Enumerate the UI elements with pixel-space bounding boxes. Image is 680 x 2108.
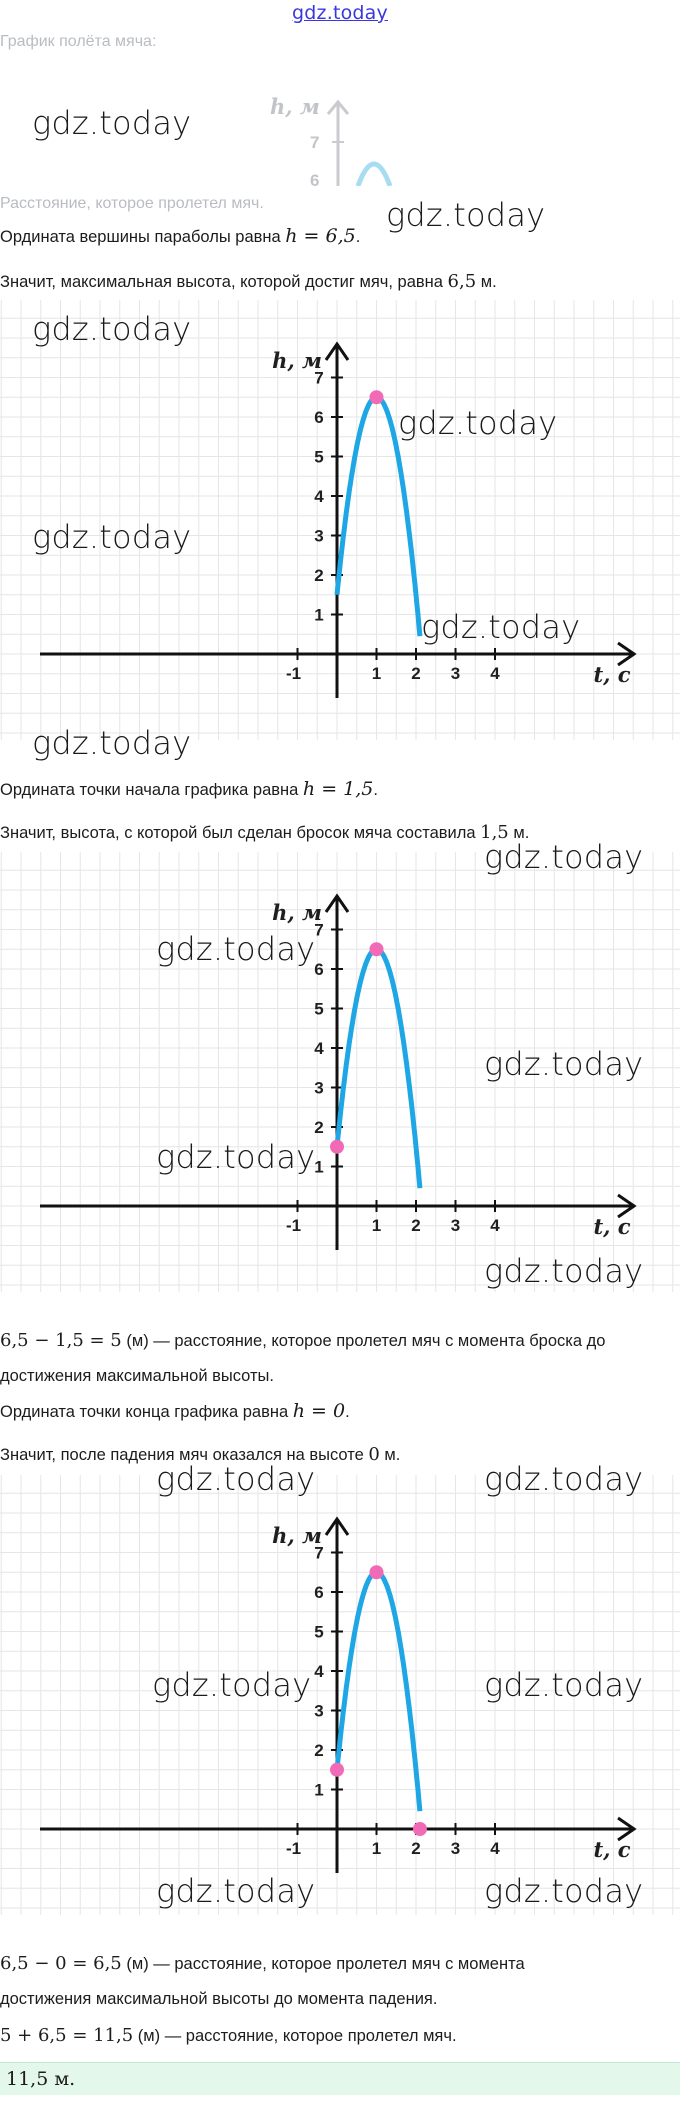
x-axis-label: t, с bbox=[593, 1837, 631, 1862]
preview-tick-label: 6 bbox=[310, 171, 320, 186]
y-tick-label: 2 bbox=[314, 1118, 324, 1137]
prev-caption: График полёта мяча: bbox=[0, 33, 157, 50]
watermark: gdz.today bbox=[32, 724, 192, 762]
watermark: gdz.today bbox=[156, 1872, 316, 1910]
watermark: gdz.today bbox=[32, 518, 192, 556]
x-tick-label: 2 bbox=[411, 664, 421, 683]
preview-tick-label: 7 bbox=[310, 133, 320, 152]
x-axis-label: t, с bbox=[593, 1214, 631, 1239]
y-tick-label: 5 bbox=[314, 999, 324, 1019]
x-tick-label: 4 bbox=[490, 1839, 500, 1858]
y-tick-label: 4 bbox=[314, 1662, 324, 1681]
x-tick-label: -1 bbox=[285, 1216, 302, 1235]
x-tick-label: 3 bbox=[450, 1839, 461, 1858]
watermark: gdz.today bbox=[484, 1460, 644, 1498]
watermark: gdz.today bbox=[484, 1045, 644, 1083]
x-tick-label: 2 bbox=[411, 1216, 421, 1235]
answer-box: 11,5 м. bbox=[0, 2062, 680, 2095]
chart-1 bbox=[0, 300, 680, 740]
watermark: gdz.today bbox=[156, 1138, 316, 1176]
y-tick-label: 5 bbox=[314, 1622, 324, 1642]
x-tick-label: -1 bbox=[285, 1839, 302, 1858]
y-axis-label: h, м bbox=[272, 900, 322, 925]
grid bbox=[0, 852, 680, 1292]
watermark: gdz.today bbox=[484, 838, 644, 876]
y-tick-label: 7 bbox=[314, 1543, 324, 1563]
up-distance-line-2: достижения максимальной высоты. bbox=[0, 1367, 274, 1385]
y-tick-label: 1 bbox=[314, 1157, 324, 1177]
down-distance-line-2: достижения максимальной высоты до момента падения. bbox=[0, 1990, 438, 2008]
highlight-point bbox=[330, 1140, 344, 1154]
landing-line: Значит, после падения мяч оказался на высоте 0 м. bbox=[0, 1444, 401, 1465]
site-link[interactable]: gdz.today bbox=[292, 2, 388, 24]
x-tick-label: 3 bbox=[450, 664, 461, 683]
y-tick-label: 6 bbox=[314, 960, 324, 979]
x-tick-label: 4 bbox=[490, 1216, 500, 1235]
watermark: gdz.today bbox=[156, 1460, 316, 1498]
watermark: gdz.today bbox=[484, 1872, 644, 1910]
x-tick-label: 3 bbox=[450, 1216, 461, 1235]
watermark: gdz.today bbox=[32, 104, 192, 142]
prev-distance: Расстояние, которое пролетел мяч. bbox=[0, 195, 264, 212]
y-tick-label: 3 bbox=[314, 1701, 324, 1721]
max-height-line: Значит, максимальная высота, которой достиг мяч, равна 6,5 м. bbox=[0, 271, 497, 292]
watermark: gdz.today bbox=[156, 930, 316, 968]
watermark: gdz.today bbox=[484, 1252, 644, 1290]
x-tick-label: 2 bbox=[411, 1839, 421, 1858]
chart-2 bbox=[0, 852, 680, 1292]
ball-trajectory bbox=[337, 397, 420, 636]
chart-3 bbox=[0, 1475, 680, 1915]
chart-content bbox=[0, 1475, 680, 1915]
preview-curve bbox=[358, 164, 390, 186]
highlight-point bbox=[370, 390, 384, 404]
grid bbox=[0, 300, 680, 740]
y-tick-label: 6 bbox=[314, 1583, 324, 1602]
x-tick-label: 1 bbox=[371, 1839, 382, 1858]
watermark: gdz.today bbox=[152, 1666, 312, 1704]
total-distance-line: 5 + 6,5 = 11,5 (м) — расстояние, которое пролетел мяч. bbox=[0, 2025, 457, 2046]
y-tick-label: 2 bbox=[314, 566, 324, 585]
y-tick-label: 4 bbox=[314, 1039, 324, 1058]
x-axis-label: t, с bbox=[593, 662, 631, 687]
ball-trajectory bbox=[337, 949, 420, 1188]
throw-height-line: Значит, высота, с которой был сделан бросок мяча составила 1,5 м. bbox=[0, 822, 530, 843]
ball-trajectory bbox=[337, 1572, 420, 1811]
x-tick-label: 1 bbox=[371, 664, 382, 683]
y-tick-label: 7 bbox=[314, 368, 324, 388]
highlight-point bbox=[370, 1565, 384, 1579]
y-tick-label: 3 bbox=[314, 1078, 324, 1098]
y-tick-label: 5 bbox=[314, 447, 324, 467]
end-line: Ордината точки конца графика равна h = 0. bbox=[0, 1400, 350, 1422]
vertex-line: Ордината вершины параболы равна h = 6,5. bbox=[0, 225, 361, 247]
start-line: Ордината точки начала графика равна h = 1,5. bbox=[0, 778, 378, 800]
watermark: gdz.today bbox=[32, 310, 192, 348]
watermark: gdz.today bbox=[398, 404, 558, 442]
grid bbox=[0, 1475, 680, 1915]
watermark: gdz.today bbox=[421, 608, 581, 646]
chart-content bbox=[0, 852, 680, 1292]
y-tick-label: 4 bbox=[314, 487, 324, 506]
preview-chart bbox=[260, 82, 420, 186]
chart-content bbox=[0, 300, 680, 740]
y-tick-label: 7 bbox=[314, 920, 324, 940]
y-tick-label: 1 bbox=[314, 1780, 324, 1800]
y-tick-label: 2 bbox=[314, 1741, 324, 1760]
down-distance-line: 6,5 − 0 = 6,5 (м) — расстояние, которое пролетел мяч с момента bbox=[0, 1953, 525, 1974]
y-tick-label: 1 bbox=[314, 605, 324, 625]
y-tick-label: 3 bbox=[314, 526, 324, 546]
watermark: gdz.today bbox=[484, 1666, 644, 1704]
x-tick-label: -1 bbox=[285, 664, 302, 683]
highlight-point bbox=[370, 942, 384, 956]
y-axis-label: h, м bbox=[272, 348, 322, 373]
highlight-point bbox=[413, 1822, 427, 1836]
watermark: gdz.today bbox=[386, 196, 546, 234]
x-tick-label: 4 bbox=[490, 664, 500, 683]
y-tick-label: 6 bbox=[314, 408, 324, 427]
x-tick-label: 1 bbox=[371, 1216, 382, 1235]
preview-axis-label: h, м bbox=[270, 94, 320, 119]
up-distance-line: 6,5 − 1,5 = 5 (м) — расстояние, которое пролетел мяч с момента броска до bbox=[0, 1330, 606, 1351]
y-axis-label: h, м bbox=[272, 1523, 322, 1548]
highlight-point bbox=[330, 1763, 344, 1777]
